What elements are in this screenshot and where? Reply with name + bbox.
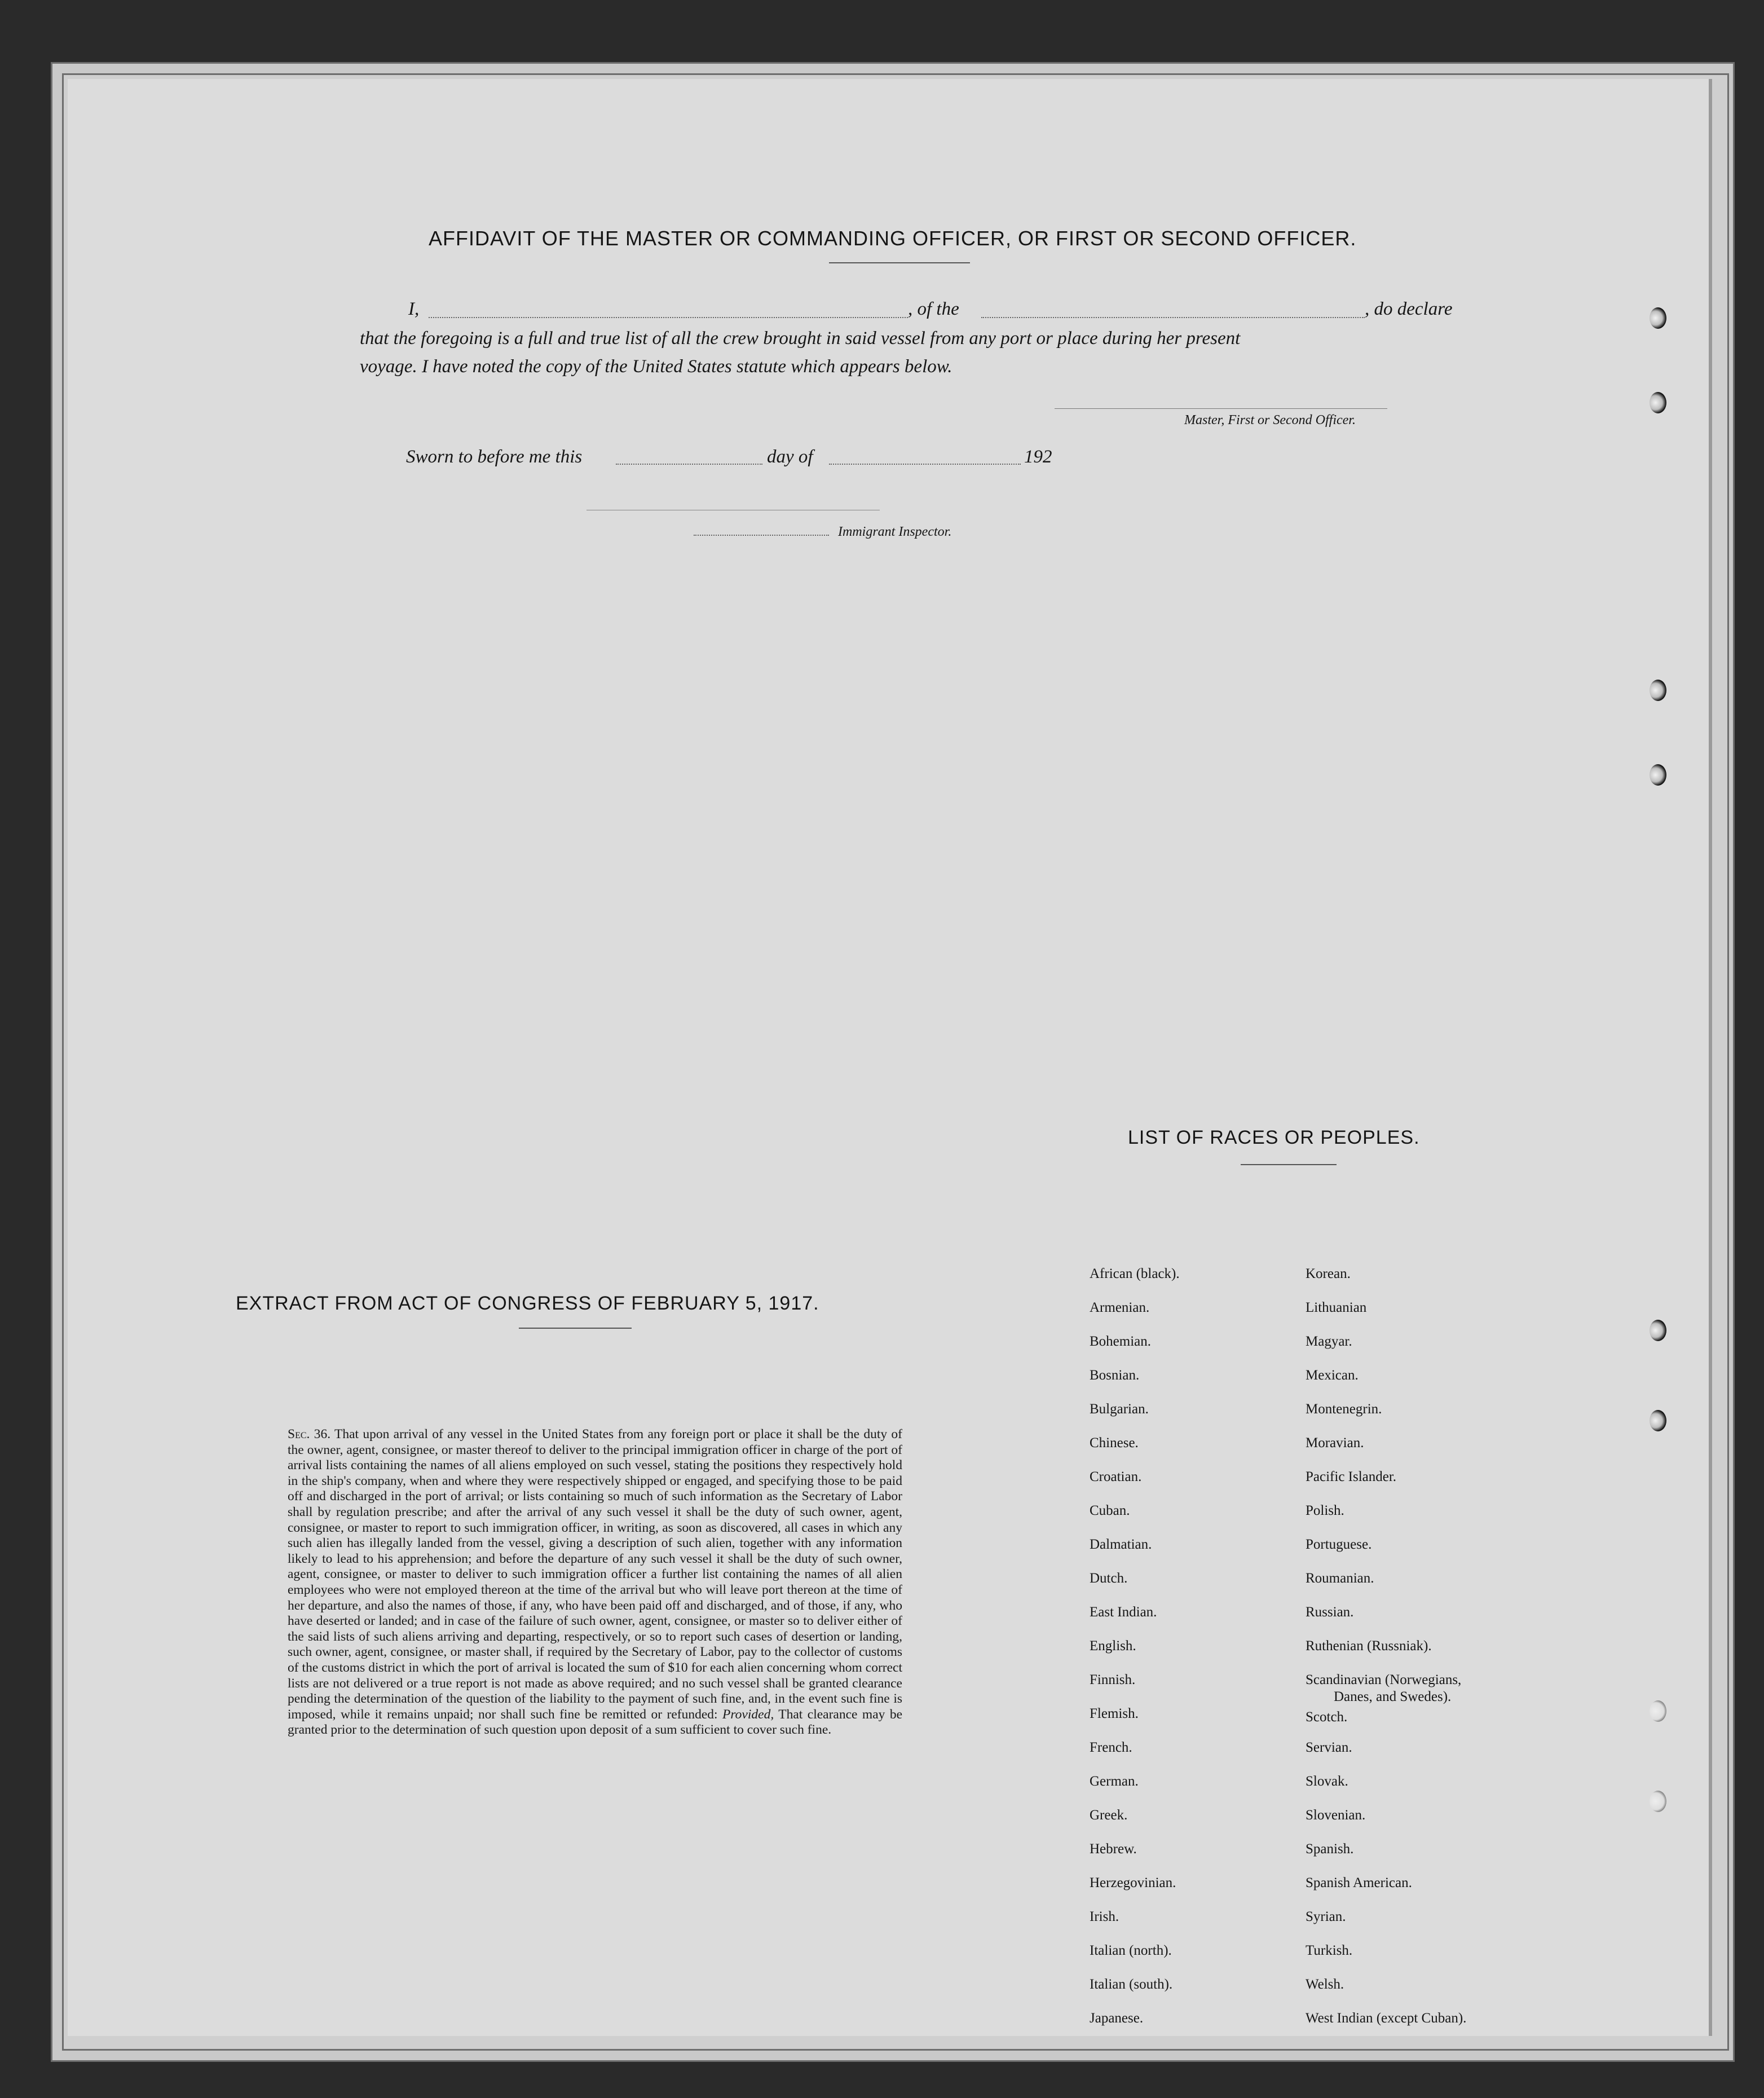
day-blank: [616, 464, 762, 465]
race-item: Greek.: [1090, 1808, 1128, 1823]
race-item: Italian (north).: [1090, 1943, 1172, 1958]
affidavit-i: I,: [408, 299, 420, 319]
race-item: Cuban.: [1090, 1503, 1130, 1518]
sworn-year: 192: [1024, 447, 1052, 467]
races-title-rule: [1241, 1164, 1337, 1165]
race-item: Armenian.: [1090, 1300, 1150, 1315]
punch-hole-2: [1650, 392, 1666, 413]
race-item: Turkish.: [1306, 1943, 1353, 1958]
race-item: Dutch.: [1090, 1571, 1128, 1586]
extract-title: EXTRACT FROM ACT OF CONGRESS OF FEBRUARY 5, 1917.: [236, 1293, 819, 1314]
affidavit-of-the: , of the: [908, 299, 959, 319]
statute-body-part-1: That upon arrival of any vessel in the United States from any foreign port or place it shall be the duty of the owner, agent, consignee, or master thereof to deliver to the principal immigration officer in charge of the port of arrival lists containing the names of all aliens employed on such vessel, stating the positions they respectively hold in the ship's company, when and where they were respectively shipped or engaged, and specifying those to be paid off and discharged in the port of arrival; or lists containing so much of such information as the Secretary of Labor shall by regulation prescribe; and after the arrival of any such vessel it shall be the duty of such owner, agent, consignee, or master to report to such immigration officer, in writing, as soon as discovered, all cases in which any such alien has illegally landed from the vessel, giving a description of such alien, together with any information likely to lead to his apprehension; and before the departure of any such vessel it shall be the duty of such owner, agent, consignee, or master to deliver to such immigration officer a further list containing the names of all alien employees who were not employed thereon at the time of the arrival but who will leave port thereon at the time of her departure, and also the names of those, if any, who have been paid off and discharged, and of those, if any, who have deserted or landed; and in case of the failure of such owner, agent, consignee, or master so to deliver either of the said lists of such aliens arriving and departing, respectively, or so to report such cases of desertion or landing, such owner, agent, consignee, or master shall, if required by the Secretary of Labor, pay to the collector of customs of the customs district in which the port of arrival is located the sum of $10 for each alien concerning whom correct lists are not delivered or a true report is not made as above required; and no such vessel shall be granted clearance pending the determination of the question of the liability to the payment of such fine, and, in the event such fine is imposed, while it remains unpaid; nor shall such fine be remitted or refunded:: [288, 1427, 903, 1722]
race-item: Hebrew.: [1090, 1841, 1137, 1857]
race-item: Spanish American.: [1306, 1875, 1412, 1890]
statute-text: [288, 1427, 902, 1738]
race-item: Spanish.: [1306, 1841, 1354, 1857]
race-item: French.: [1090, 1740, 1132, 1755]
affidavit-line-2: that the foregoing is a full and true list of all the crew brought in said vessel from any port or place during her present: [360, 328, 1241, 349]
race-item: West Indian (except Cuban).: [1306, 2011, 1467, 2026]
race-item: Bosnian.: [1090, 1368, 1140, 1383]
punch-hole-7: [1650, 1700, 1666, 1722]
race-item: Pacific Islander.: [1306, 1469, 1397, 1484]
races-title: LIST OF RACES OR PEOPLES.: [1128, 1127, 1420, 1148]
punch-hole-1: [1650, 307, 1666, 329]
race-item: Bulgarian.: [1090, 1401, 1149, 1417]
race-item: Herzegovinian.: [1090, 1875, 1176, 1890]
punch-hole-8: [1650, 1791, 1666, 1812]
race-item: Danes, and Swedes).: [1334, 1689, 1452, 1704]
race-item: Slovak.: [1306, 1774, 1348, 1789]
race-item: Mexican.: [1306, 1368, 1359, 1383]
section-label: Sec. 36.: [288, 1427, 331, 1442]
race-item: Russian.: [1306, 1605, 1354, 1620]
punch-hole-3: [1650, 680, 1666, 701]
punch-hole-4: [1650, 764, 1666, 786]
race-item: Moravian.: [1306, 1435, 1364, 1451]
provided-word: Provided,: [722, 1707, 774, 1722]
name-blank: [429, 317, 908, 318]
race-item: Welsh.: [1306, 1977, 1344, 1992]
race-item: Croatian.: [1090, 1469, 1142, 1484]
sworn-day-of: day of: [767, 447, 813, 467]
race-item: Polish.: [1306, 1503, 1344, 1518]
inspector-caption: Immigrant Inspector.: [838, 524, 952, 539]
race-item: Montenegrin.: [1306, 1401, 1382, 1417]
affidavit-declare: , do declare: [1365, 299, 1453, 319]
signature-line: [1055, 408, 1387, 409]
vessel-blank: [981, 317, 1365, 318]
race-item: Irish.: [1090, 1909, 1119, 1924]
affidavit-title-rule: [829, 262, 970, 263]
inspector-dotted-line: [694, 535, 829, 536]
race-item: African (black).: [1090, 1266, 1180, 1281]
race-item: Servian.: [1306, 1740, 1352, 1755]
race-item: Korean.: [1306, 1266, 1351, 1281]
race-item: German.: [1090, 1774, 1139, 1789]
race-item: Chinese.: [1090, 1435, 1139, 1451]
race-item: Flemish.: [1090, 1706, 1139, 1721]
race-item: Bohemian.: [1090, 1334, 1152, 1349]
sworn-prefix: Sworn to before me this: [406, 447, 583, 467]
punch-hole-5: [1650, 1320, 1666, 1341]
affidavit-title: AFFIDAVIT OF THE MASTER OR COMMANDING OFFICER, OR FIRST OR SECOND OFFICER.: [429, 227, 1357, 250]
race-item: Magyar.: [1306, 1334, 1352, 1349]
race-item: Roumanian.: [1306, 1571, 1374, 1586]
race-item: East Indian.: [1090, 1605, 1157, 1620]
punch-hole-6: [1650, 1410, 1666, 1431]
month-blank: [829, 464, 1021, 465]
race-item: English.: [1090, 1638, 1136, 1654]
race-item: Syrian.: [1306, 1909, 1346, 1924]
race-item: Japanese.: [1090, 2011, 1144, 2026]
race-item: Dalmatian.: [1090, 1537, 1152, 1552]
race-item: Scandinavian (Norwegians,: [1306, 1672, 1462, 1687]
affidavit-line-3: voyage. I have noted the copy of the United States statute which appears below.: [360, 356, 952, 377]
race-item: Italian (south).: [1090, 1977, 1173, 1992]
race-item: Lithuanian: [1306, 1300, 1367, 1315]
document-page: [68, 79, 1712, 2036]
race-item: Finnish.: [1090, 1672, 1136, 1687]
extract-title-rule: [519, 1328, 632, 1329]
signature-caption: Master, First or Second Officer.: [1184, 413, 1356, 427]
race-item: Scotch.: [1306, 1709, 1348, 1725]
race-item: Portuguese.: [1306, 1537, 1372, 1552]
statute-body-part-2: That clearance may be granted prior to the determination of such question upon deposit of a sum sufficient to cover such fine.: [288, 1707, 903, 1738]
race-item: Slovenian.: [1306, 1808, 1366, 1823]
race-item: Ruthenian (Russniak).: [1306, 1638, 1432, 1654]
